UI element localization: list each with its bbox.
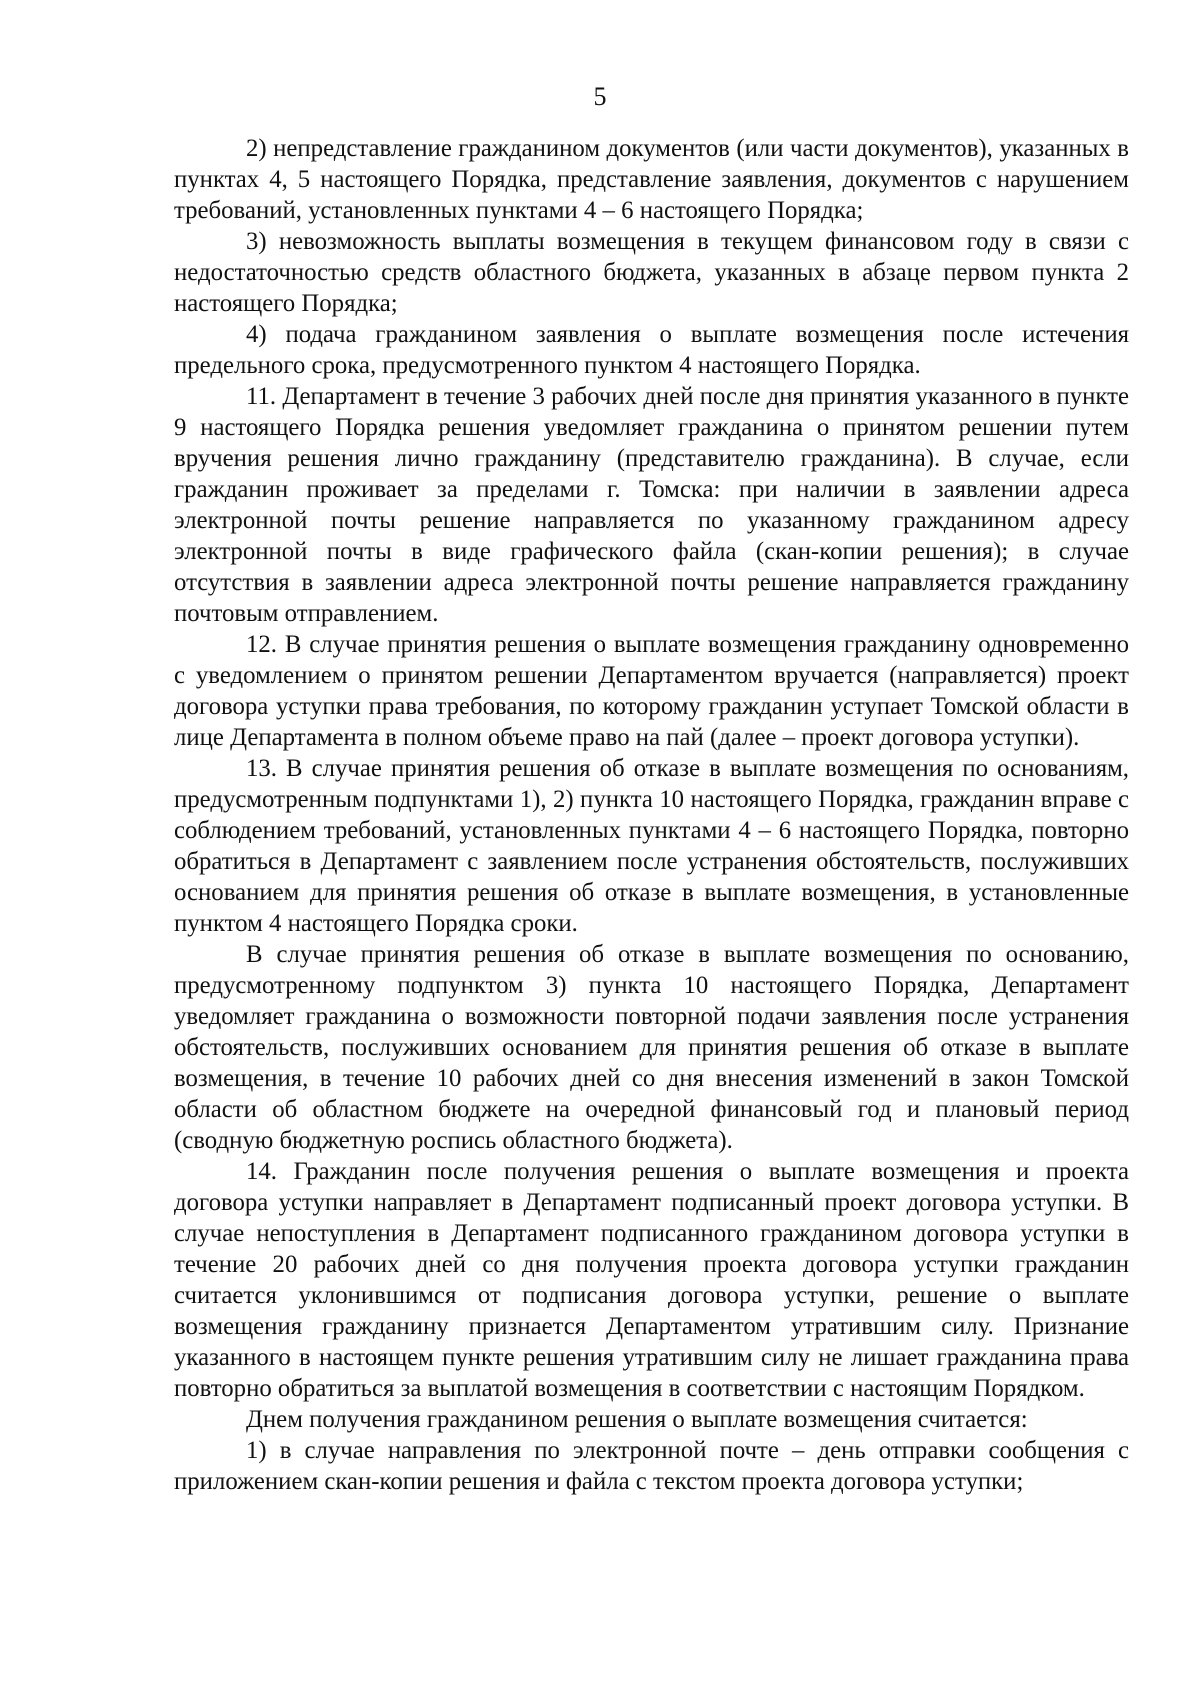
paragraph-item-14: 14. Гражданин после получения решения о выплате возмещения и проекта договора уступки направляет в Департамент подписанный проект договора уступки. В случае непоступления в Департамент подписанного гражданином договора уступки в течение 20 рабочих дней со дня получения проекта договора уступки гражданин считается уклонившимся от подписания договора уступки, решение о выплате возмещения гражданину признается Департаментом утратившим силу. Признание указанного в настоящем пункте решения утратившим силу не лишает гражданина права повторно обратиться за выплатой возмещения в соответствии с настоящим Порядком. bbox=[174, 1158, 1129, 1402]
paragraph-item-12: 12. В случае принятия решения о выплате возмещения гражданину одновременно с уведомлением о принятом решении Департаментом вручается (направляется) проект договора уступки права требования, по которому гражданин уступает Томской области в лице Департамента в полном объеме право на пай (далее – проект договора уступки). bbox=[174, 631, 1129, 751]
paragraph-receipt-day: Днем получения гражданином решения о выплате возмещения считается: bbox=[246, 1406, 1028, 1433]
paragraph-item-13-continued: В случае принятия решения об отказе в выплате возмещения по основанию, предусмотренному подпунктом 3) пункта 10 настоящего Порядка, Департамент уведомляет гражданина о возможности повторной подачи заявления после устранения обстоятельств, послуживших основанием для принятия решения об отказе в выплате возмещения, в течение 10 рабочих дней со дня внесения изменений в закон Томской области об областном бюджете на очередной финансовый год и плановый период (сводную бюджетную роспись областного бюджета). bbox=[174, 941, 1129, 1154]
paragraph-subitem-3: 3) невозможность выплаты возмещения в текущем финансовом году в связи с недостаточностью средств областного бюджета, указанных в абзаце первом пункта 2 настоящего Порядка; bbox=[174, 228, 1129, 317]
page-number: 5 bbox=[593, 82, 607, 111]
paragraph-subitem-2: 2) непредставление гражданином документов (или части документов), указанных в пунктах 4, 5 настоящего Порядка, представление заявления, документов с нарушением требований, установленных пунктами 4 – 6 настоящего Порядка; bbox=[174, 135, 1129, 224]
paragraph-subitem-4: 4) подача гражданином заявления о выплате возмещения после истечения предельного срока, предусмотренного пунктом 4 настоящего Порядка. bbox=[174, 321, 1129, 379]
paragraph-item-11: 11. Департамент в течение 3 рабочих дней после дня принятия указанного в пункте 9 настоящего Порядка решения уведомляет гражданина о принятом решении путем вручения решения лично гражданину (представителю гражданина). В случае, если гражданин проживает за пределами г. Томска: при наличии в заявлении адреса электронной почты решение направляется по указанному гражданином адресу электронной почты в виде графического файла (скан-копии решения); в случае отсутствия в заявлении адреса электронной почты решение направляется гражданину почтовым отправлением. bbox=[174, 383, 1129, 627]
paragraph-receipt-subitem-1: 1) в случае направления по электронной почте – день отправки сообщения с приложением скан-копии решения и файла с текстом проекта договора уступки; bbox=[174, 1437, 1129, 1495]
document-body bbox=[174, 133, 1129, 1497]
paragraph-item-13: 13. В случае принятия решения об отказе в выплате возмещения по основаниям, предусмотренным подпунктами 1), 2) пункта 10 настоящего Порядка, гражданин вправе с соблюдением требований, установленных пунктами 4 – 6 настоящего Порядка, повторно обратиться в Департамент с заявлением после устранения обстоятельств, послуживших основанием для принятия решения об отказе в выплате возмещения, в установленные пунктом 4 настоящего Порядка сроки. bbox=[174, 755, 1129, 937]
